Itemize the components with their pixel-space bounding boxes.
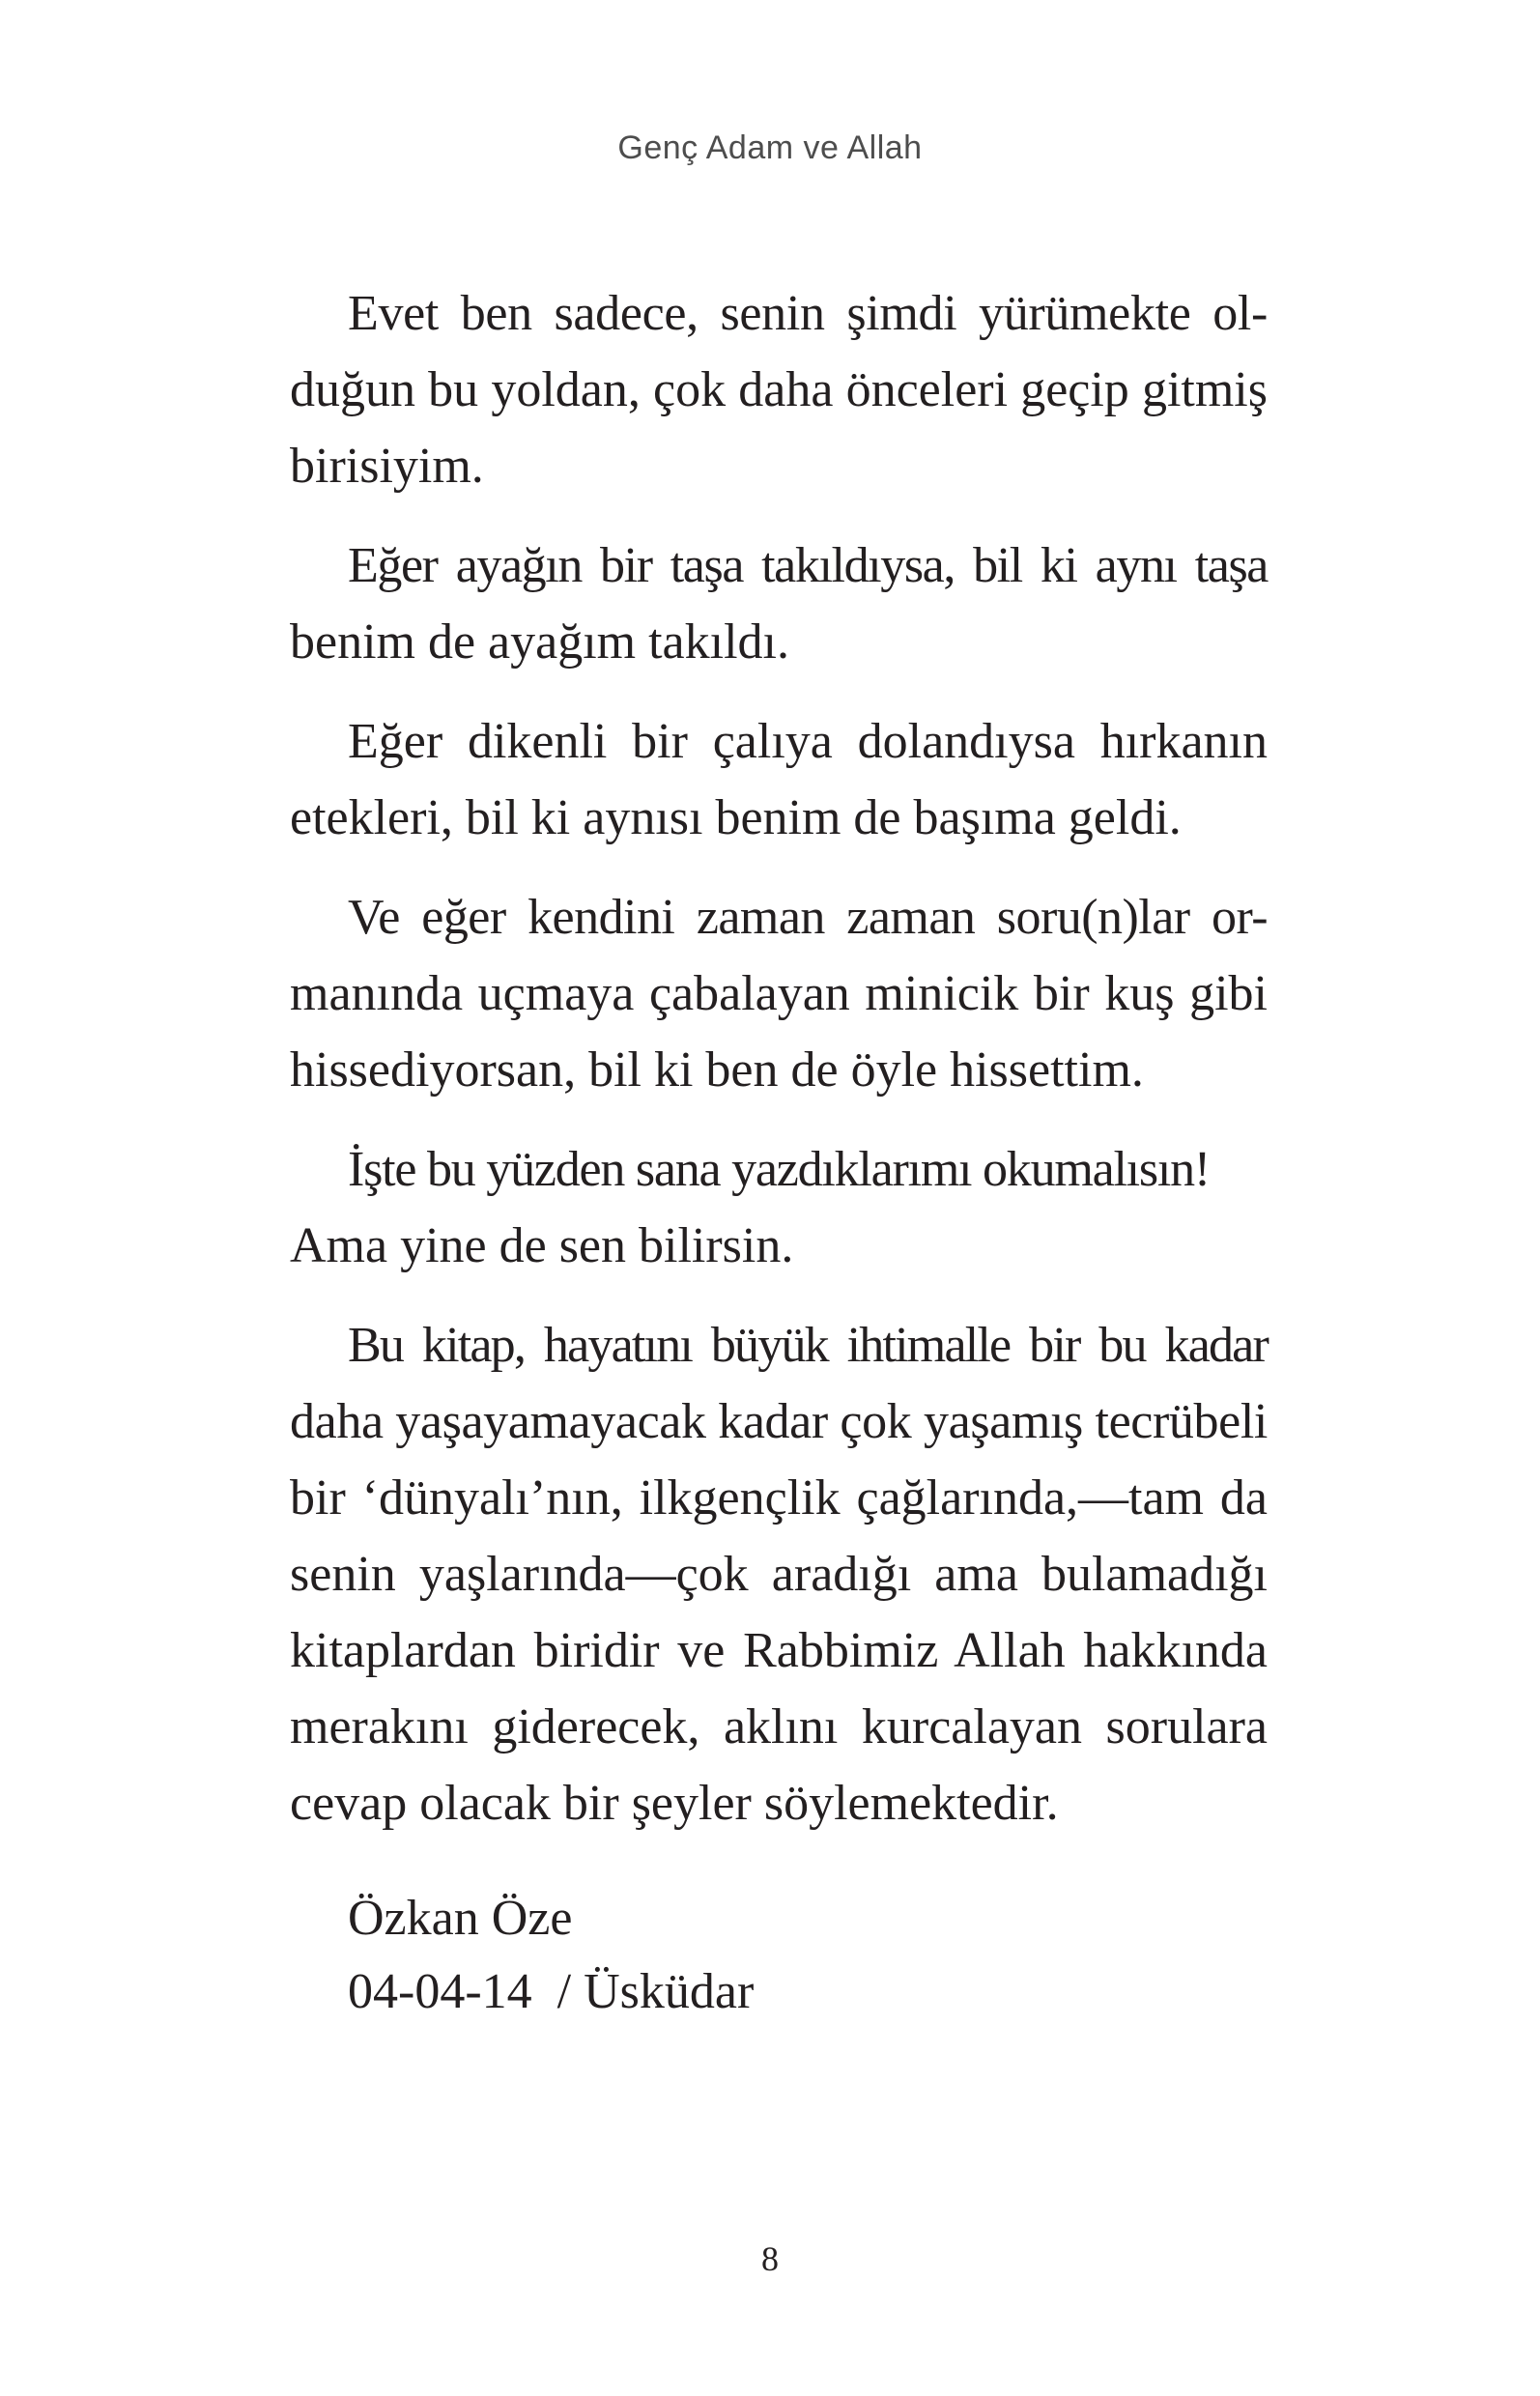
author-name: Özkan Öze	[348, 1891, 573, 1946]
text-line: İşte bu yüzden sana yazdıklarımı okumalısın!	[348, 1142, 1210, 1197]
body-text	[290, 275, 1268, 1865]
date-place: 04-04-14 / Üsküdar	[348, 1964, 755, 2019]
text-line: manında uçmaya çabalayan minicik bir kuş gibi	[290, 966, 1268, 1021]
paragraph-4	[290, 879, 1268, 1108]
text-line: birisiyim.	[290, 439, 484, 494]
text-line: etekleri, bil ki aynısı benim de başıma geldi.	[290, 790, 1182, 845]
signature-block	[348, 1882, 754, 2029]
paragraph-6	[290, 1307, 1268, 1841]
text-line: Ama yine de sen bilirsin.	[290, 1218, 794, 1273]
text-line: senin yaşlarında—çok aradığı ama bulamadığı	[290, 1547, 1268, 1602]
text-line: benim de ayağım takıldı.	[290, 614, 789, 670]
text-line: cevap olacak bir şeyler söylemektedir.	[290, 1776, 1059, 1831]
page-number: 8	[761, 2239, 779, 2278]
text-line: Ve eğer kendini zaman zaman soru(n)lar or-	[348, 890, 1268, 945]
text-line: hissediyorsan, bil ki ben de öyle hissettim.	[290, 1042, 1144, 1098]
text-line: bir ‘dünyalı’nın, ilkgençlik çağlarında,—tam da	[290, 1470, 1268, 1526]
text-line: merakını giderecek, aklını kurcalayan sorulara	[290, 1699, 1268, 1754]
paragraph-1	[290, 275, 1268, 504]
text-line: kitaplardan biridir ve Rabbimiz Allah hakkında	[290, 1623, 1268, 1678]
text-line: daha yaşayamayacak kadar çok yaşamış tecrübeli	[290, 1394, 1268, 1449]
text-line: Eğer ayağın bir taşa takıldıysa, bil ki aynı taşa	[348, 538, 1268, 593]
paragraph-2	[290, 528, 1268, 680]
paragraph-5	[290, 1131, 1268, 1284]
running-header: Genç Adam ve Allah	[617, 129, 923, 166]
text-line: Eğer dikenli bir çalıya dolandıysa hırkanın	[348, 714, 1268, 769]
text-line: Evet ben sadece, senin şimdi yürümekte ol-	[348, 286, 1268, 341]
text-line: duğun bu yoldan, çok daha önceleri geçip gitmiş	[290, 362, 1268, 417]
paragraph-3	[290, 703, 1268, 856]
text-line: Bu kitap, hayatını büyük ihtimalle bir bu kadar	[348, 1318, 1268, 1373]
